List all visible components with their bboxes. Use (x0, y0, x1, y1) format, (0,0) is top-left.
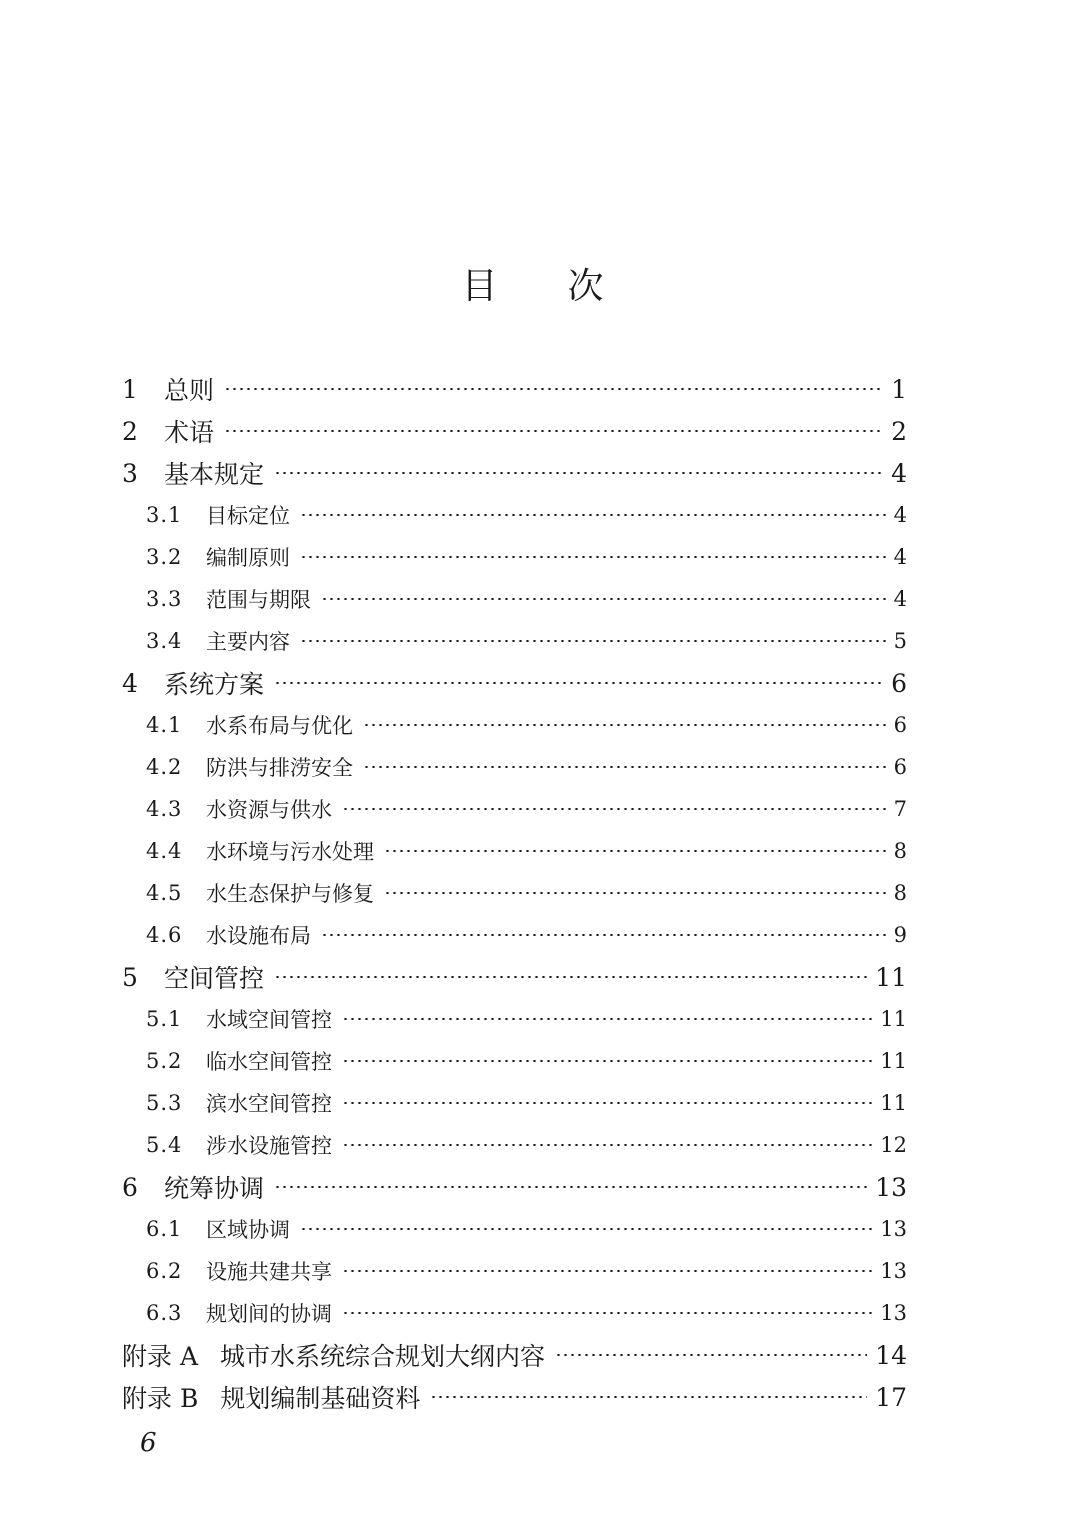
page-number: 6 (140, 1428, 157, 1458)
toc-dot-leader (274, 682, 883, 684)
toc-entry-page: 13 (875, 1172, 907, 1202)
title-char-2: 次 (567, 266, 604, 307)
toc-entry[interactable] (122, 368, 907, 410)
toc-entry-label: 目标定位 (206, 504, 290, 528)
toc-dot-leader (342, 1312, 872, 1314)
toc-entry[interactable] (146, 1082, 907, 1124)
toc-entry-page: 13 (880, 1259, 907, 1283)
toc-entry-label: 统筹协调 (164, 1174, 265, 1203)
page-title (0, 262, 1065, 312)
toc-entry-page: 2 (891, 416, 907, 446)
toc-dot-leader (430, 1396, 867, 1398)
toc-dot-leader (300, 514, 886, 516)
toc-entry-label: 临水空间管控 (206, 1050, 332, 1074)
toc-entry[interactable] (146, 746, 907, 788)
toc-dot-leader (384, 850, 886, 852)
toc-entry-number: 6 (122, 1172, 138, 1202)
toc-entry-page: 14 (875, 1340, 907, 1370)
toc-entry[interactable] (146, 788, 907, 830)
toc-entry-page: 9 (893, 923, 907, 947)
toc-entry[interactable] (146, 1124, 907, 1166)
toc-entry-label: 防洪与排涝安全 (206, 756, 353, 780)
toc-entry-number: 4.2 (146, 755, 183, 779)
toc-entry-number: 4.1 (146, 713, 183, 737)
toc-entry-label: 区域协调 (206, 1218, 290, 1242)
toc-entry-page: 13 (880, 1301, 907, 1325)
toc-entry[interactable] (146, 620, 907, 662)
toc-entry[interactable] (122, 1334, 907, 1376)
toc-entry[interactable] (122, 662, 907, 704)
toc-entry-number: 1 (122, 374, 138, 404)
toc-entry[interactable] (122, 956, 907, 998)
toc-entry-number: 2 (122, 416, 138, 446)
toc-entry-number: 5.1 (146, 1007, 183, 1031)
toc-entry[interactable] (146, 1208, 907, 1250)
toc-entry-number: 6.2 (146, 1259, 183, 1283)
toc-entry[interactable] (146, 872, 907, 914)
toc-entry-number: 附录 B (122, 1384, 199, 1413)
toc-entry-number: 3.3 (146, 587, 183, 611)
toc-entry-number: 5 (122, 962, 138, 992)
toc-entry[interactable] (146, 998, 907, 1040)
toc-entry-page: 8 (893, 881, 907, 905)
toc-entry-number: 4.5 (146, 881, 183, 905)
toc-entry-page: 6 (893, 755, 907, 779)
toc-entry-label: 术语 (164, 418, 215, 447)
toc-entry-label: 水生态保护与修复 (206, 882, 374, 906)
toc-entry[interactable] (146, 578, 907, 620)
toc-entry-number: 4 (122, 668, 138, 698)
toc-entry-number: 5.2 (146, 1049, 183, 1073)
toc-dot-leader (321, 934, 886, 936)
toc-dot-leader (342, 1060, 872, 1062)
toc-dot-leader (555, 1354, 867, 1356)
toc-dot-leader (224, 430, 883, 432)
toc-entry[interactable] (146, 704, 907, 746)
toc-entry-label: 水设施布局 (206, 924, 311, 948)
toc-dot-leader (300, 1228, 872, 1230)
toc-dot-leader (300, 556, 886, 558)
toc-entry[interactable] (146, 830, 907, 872)
toc-entry-label: 基本规定 (164, 460, 265, 489)
toc-entry-page: 6 (893, 713, 907, 737)
toc-entry-page: 13 (880, 1217, 907, 1241)
toc-dot-leader (342, 1270, 872, 1272)
toc-entry-label: 水环境与污水处理 (206, 840, 374, 864)
toc-entry-label: 总则 (164, 376, 215, 405)
toc-entry-page: 4 (893, 587, 907, 611)
toc-entry[interactable] (146, 494, 907, 536)
toc-entry[interactable] (122, 1376, 907, 1418)
toc-entry-label: 水域空间管控 (206, 1008, 332, 1032)
toc-entry-label: 主要内容 (206, 630, 290, 654)
toc-dot-leader (321, 598, 886, 600)
toc-entry-label: 系统方案 (164, 670, 265, 699)
toc-entry-number: 4.4 (146, 839, 183, 863)
toc-entry-page: 6 (891, 668, 907, 698)
toc-entry[interactable] (146, 1040, 907, 1082)
toc-entry-page: 8 (893, 839, 907, 863)
toc-entry[interactable] (122, 410, 907, 452)
toc-entry-number: 5.3 (146, 1091, 183, 1115)
toc-entry-page: 4 (891, 458, 907, 488)
toc-entry-page: 7 (893, 797, 907, 821)
toc-entry-label: 规划间的协调 (206, 1302, 332, 1326)
toc-dot-leader (274, 472, 883, 474)
toc-entry-label: 规划编制基础资料 (220, 1384, 421, 1413)
toc-entry-page: 1 (891, 374, 907, 404)
toc-dot-leader (224, 388, 883, 390)
toc-entry-label: 编制原则 (206, 546, 290, 570)
toc-dot-leader (342, 1018, 872, 1020)
toc-entry-page: 11 (880, 1049, 907, 1073)
toc-dot-leader (274, 1186, 867, 1188)
toc-dot-leader (363, 724, 886, 726)
toc-dot-leader (274, 976, 867, 978)
toc-entry-label: 滨水空间管控 (206, 1092, 332, 1116)
toc-entry-page: 11 (875, 962, 907, 992)
toc-entry-page: 12 (880, 1133, 907, 1157)
toc-dot-leader (384, 892, 886, 894)
toc-dot-leader (300, 640, 886, 642)
toc-entry-label: 涉水设施管控 (206, 1134, 332, 1158)
toc-entry-label: 城市水系统综合规划大纲内容 (220, 1342, 546, 1371)
toc-entry[interactable] (146, 1292, 907, 1334)
toc-entry-label: 水资源与供水 (206, 798, 332, 822)
toc-entry-page: 11 (880, 1091, 907, 1115)
toc-entry-number: 3.1 (146, 503, 183, 527)
toc-entry-page: 4 (893, 545, 907, 569)
toc-entry[interactable] (122, 452, 907, 494)
toc-entry-label: 设施共建共享 (206, 1260, 332, 1284)
toc-entry-page: 17 (875, 1382, 907, 1412)
toc-entry[interactable] (146, 1250, 907, 1292)
title-char-1: 目 (461, 266, 498, 307)
toc-entry-number: 3.4 (146, 629, 183, 653)
toc-entry-number: 3.2 (146, 545, 183, 569)
toc-entry-number: 4.6 (146, 923, 183, 947)
toc-entry-page: 4 (893, 503, 907, 527)
toc-entry-number: 3 (122, 458, 138, 488)
toc-dot-leader (342, 1144, 872, 1146)
toc-entry-number: 附录 A (122, 1342, 199, 1371)
toc-entry-page: 11 (880, 1007, 907, 1031)
toc-entry[interactable] (122, 1166, 907, 1208)
toc-entry-page: 5 (893, 629, 907, 653)
toc-entry-label: 范围与期限 (206, 588, 311, 612)
toc-entry-number: 5.4 (146, 1133, 183, 1157)
toc-entry-label: 空间管控 (164, 964, 265, 993)
toc-dot-leader (342, 1102, 872, 1104)
toc-dot-leader (342, 808, 886, 810)
toc-entry[interactable] (146, 914, 907, 956)
toc-entry-number: 6.3 (146, 1301, 183, 1325)
toc-entry[interactable] (146, 536, 907, 578)
toc-dot-leader (363, 766, 886, 768)
toc-entry-label: 水系布局与优化 (206, 714, 353, 738)
toc-entry-number: 6.1 (146, 1217, 183, 1241)
toc-entry-number: 4.3 (146, 797, 183, 821)
